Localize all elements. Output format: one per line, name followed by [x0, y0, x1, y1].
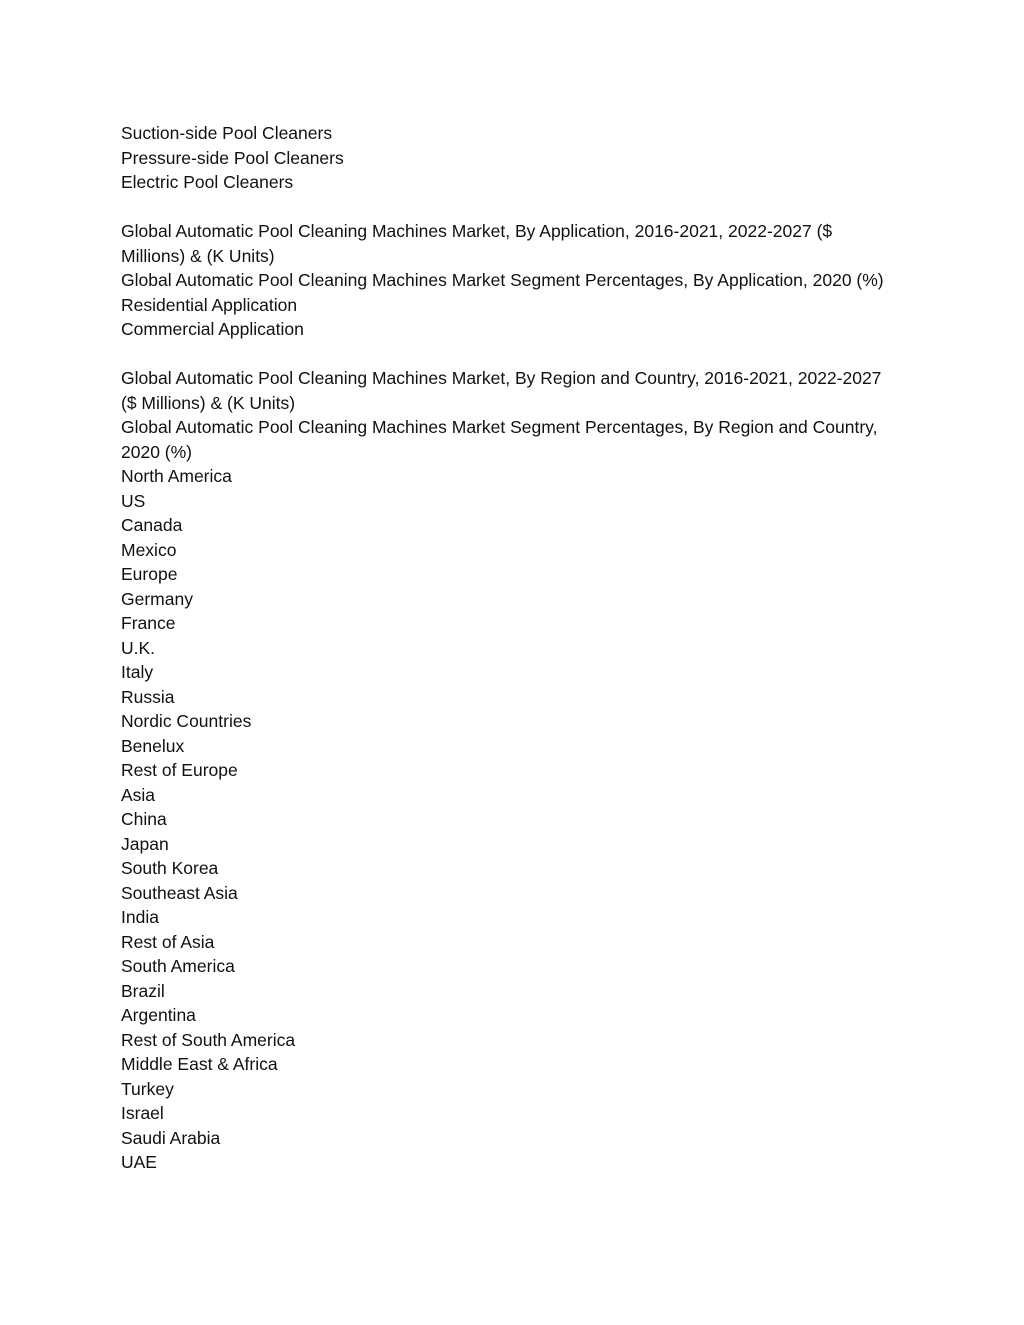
region-item: Italy	[121, 662, 154, 682]
region-item: Turkey	[121, 1078, 174, 1099]
region-item: South America	[121, 956, 235, 976]
type-item: Electric Pool Cleaners	[121, 172, 294, 192]
region-item: Benelux	[121, 735, 185, 756]
region-item: North America	[121, 466, 232, 486]
type-item: Suction-side Pool Cleaners	[121, 123, 333, 143]
region-item: Southeast Asia	[121, 882, 238, 903]
application-item: Residential Application	[121, 294, 298, 315]
type-section	[121, 121, 891, 195]
region-item: Canada	[121, 515, 183, 535]
region-item: Rest of Europe	[121, 760, 238, 780]
region-item: Nordic Countries	[121, 711, 252, 731]
region-item: Middle East & Africa	[121, 1054, 278, 1074]
paragraph-gap	[121, 342, 891, 367]
region-market-heading: Global Automatic Pool Cleaning Machines Market, By Region and Country, 2016-2021, 2022-2027 ($ Millions) & (K Units)	[121, 368, 882, 413]
paragraph-gap	[121, 195, 891, 220]
application-market-heading: Global Automatic Pool Cleaning Machines Market, By Application, 2016-2021, 2022-2027 ($ Millions) & (K Units)	[121, 221, 833, 266]
region-percent-heading: Global Automatic Pool Cleaning Machines Market Segment Percentages, By Region and Country, 2020 (%)	[121, 417, 878, 462]
application-percent-heading: Global Automatic Pool Cleaning Machines Market Segment Percentages, By Application, 2020 (%)	[121, 270, 884, 290]
region-section	[121, 366, 891, 1175]
region-item: China	[121, 809, 167, 829]
region-item: U.K.	[121, 637, 156, 658]
region-item: Rest of Asia	[121, 931, 215, 952]
region-item: Argentina	[121, 1005, 196, 1025]
region-item: Russia	[121, 686, 175, 707]
region-item: Asia	[121, 784, 156, 805]
region-item: UAE	[121, 1152, 157, 1172]
application-item: Commercial Application	[121, 319, 304, 339]
region-item: Mexico	[121, 539, 177, 560]
region-item: Germany	[121, 588, 193, 609]
region-item: France	[121, 613, 176, 633]
region-item: Rest of South America	[121, 1029, 296, 1050]
application-section	[121, 219, 891, 342]
region-item: South Korea	[121, 858, 219, 878]
type-item: Pressure-side Pool Cleaners	[121, 147, 344, 168]
region-item: Israel	[121, 1103, 164, 1123]
region-item: Saudi Arabia	[121, 1127, 221, 1148]
region-item: Europe	[121, 564, 178, 584]
region-item: India	[121, 907, 159, 927]
region-item: US	[121, 490, 146, 511]
region-item: Brazil	[121, 980, 165, 1001]
region-item: Japan	[121, 833, 169, 854]
document-page	[121, 121, 891, 1175]
